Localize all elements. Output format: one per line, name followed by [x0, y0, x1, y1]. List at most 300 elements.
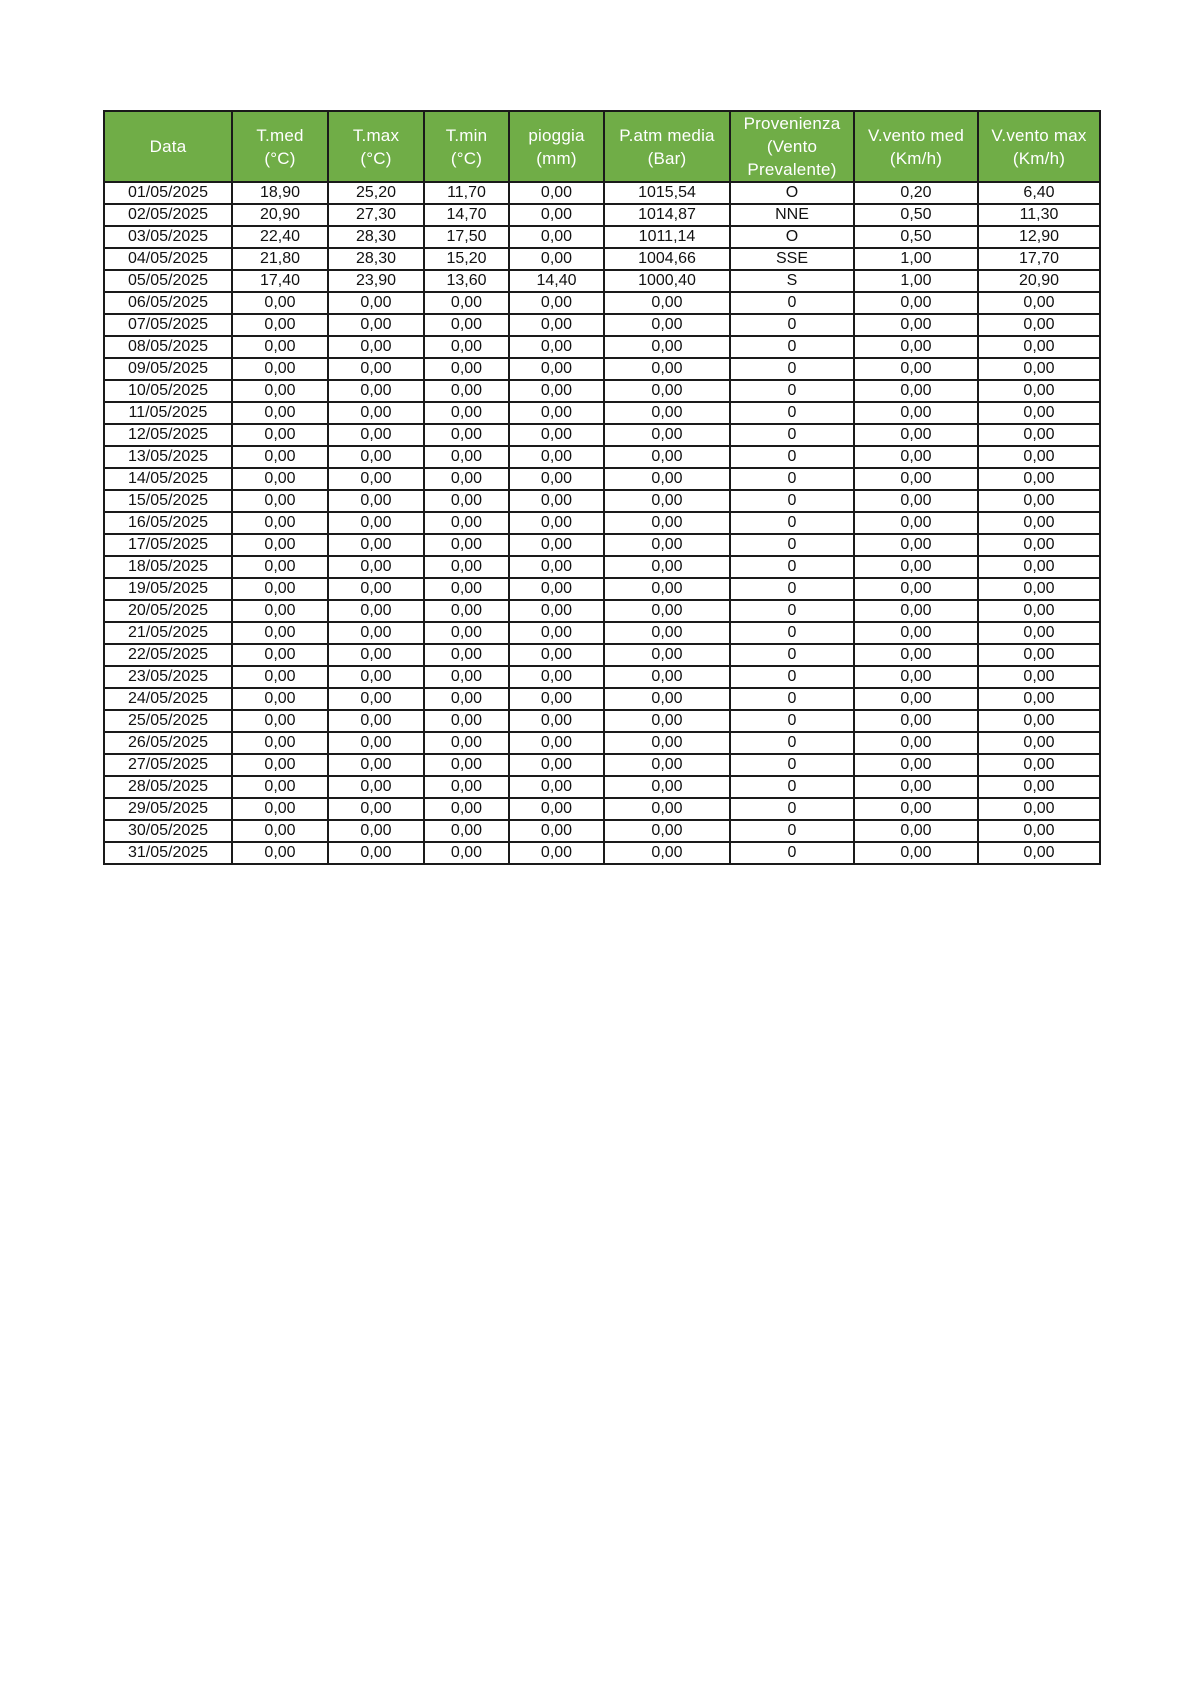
cell-v-vento-med: 0,00	[854, 754, 978, 776]
table-row	[104, 380, 1100, 402]
column-header-t-max	[328, 111, 424, 182]
table-row	[104, 248, 1100, 270]
cell-pioggia: 0,00	[509, 424, 604, 446]
cell-pioggia: 0,00	[509, 798, 604, 820]
cell-t-max: 23,90	[328, 270, 424, 292]
cell-t-min: 0,00	[424, 842, 509, 864]
cell-date: 18/05/2025	[104, 556, 232, 578]
cell-date: 02/05/2025	[104, 204, 232, 226]
cell-date: 31/05/2025	[104, 842, 232, 864]
cell-t-med: 0,00	[232, 424, 328, 446]
cell-provenienza-vento: SSE	[730, 248, 854, 270]
cell-v-vento-med: 1,00	[854, 248, 978, 270]
cell-t-med: 0,00	[232, 600, 328, 622]
cell-t-max: 0,00	[328, 556, 424, 578]
cell-provenienza-vento: 0	[730, 292, 854, 314]
cell-pioggia: 0,00	[509, 578, 604, 600]
cell-provenienza-vento: 0	[730, 688, 854, 710]
cell-p-atm-media: 0,00	[604, 820, 730, 842]
cell-t-med: 17,40	[232, 270, 328, 292]
table-row	[104, 446, 1100, 468]
cell-t-med: 0,00	[232, 292, 328, 314]
cell-date: 30/05/2025	[104, 820, 232, 842]
cell-t-med: 0,00	[232, 688, 328, 710]
cell-t-med: 0,00	[232, 710, 328, 732]
cell-v-vento-max: 0,00	[978, 732, 1100, 754]
cell-t-min: 0,00	[424, 292, 509, 314]
cell-t-min: 0,00	[424, 380, 509, 402]
cell-v-vento-max: 0,00	[978, 336, 1100, 358]
cell-p-atm-media: 0,00	[604, 424, 730, 446]
cell-p-atm-media: 1014,87	[604, 204, 730, 226]
cell-pioggia: 0,00	[509, 248, 604, 270]
cell-pioggia: 0,00	[509, 314, 604, 336]
column-header-label: (°C)	[450, 148, 483, 168]
table-row	[104, 226, 1100, 248]
cell-t-max: 0,00	[328, 512, 424, 534]
cell-t-max: 0,00	[328, 798, 424, 820]
cell-t-min: 15,20	[424, 248, 509, 270]
cell-t-max: 0,00	[328, 314, 424, 336]
cell-pioggia: 0,00	[509, 226, 604, 248]
cell-provenienza-vento: 0	[730, 600, 854, 622]
column-header-t-med	[232, 111, 328, 182]
cell-v-vento-max: 0,00	[978, 402, 1100, 424]
table-row	[104, 270, 1100, 292]
cell-v-vento-max: 0,00	[978, 534, 1100, 556]
cell-v-vento-med: 0,00	[854, 666, 978, 688]
cell-t-min: 0,00	[424, 820, 509, 842]
cell-pioggia: 0,00	[509, 490, 604, 512]
cell-t-min: 0,00	[424, 446, 509, 468]
column-header-label: Provenienza	[743, 114, 841, 133]
cell-v-vento-max: 0,00	[978, 578, 1100, 600]
cell-v-vento-max: 0,00	[978, 358, 1100, 380]
cell-p-atm-media: 0,00	[604, 710, 730, 732]
cell-provenienza-vento: 0	[730, 468, 854, 490]
cell-v-vento-max: 0,00	[978, 644, 1100, 666]
table-row	[104, 512, 1100, 534]
cell-provenienza-vento: 0	[730, 446, 854, 468]
cell-v-vento-max: 0,00	[978, 776, 1100, 798]
cell-p-atm-media: 0,00	[604, 556, 730, 578]
cell-p-atm-media: 0,00	[604, 622, 730, 644]
table-row	[104, 732, 1100, 754]
cell-t-med: 0,00	[232, 380, 328, 402]
cell-v-vento-max: 0,00	[978, 490, 1100, 512]
cell-t-med: 0,00	[232, 556, 328, 578]
cell-v-vento-med: 0,00	[854, 446, 978, 468]
cell-pioggia: 0,00	[509, 292, 604, 314]
cell-pioggia: 0,00	[509, 204, 604, 226]
cell-pioggia: 0,00	[509, 556, 604, 578]
cell-date: 01/05/2025	[104, 182, 232, 204]
cell-p-atm-media: 0,00	[604, 732, 730, 754]
table-row	[104, 292, 1100, 314]
cell-t-med: 18,90	[232, 182, 328, 204]
cell-date: 08/05/2025	[104, 336, 232, 358]
cell-p-atm-media: 0,00	[604, 534, 730, 556]
cell-provenienza-vento: 0	[730, 622, 854, 644]
table-row	[104, 754, 1100, 776]
cell-date: 22/05/2025	[104, 644, 232, 666]
cell-v-vento-med: 0,00	[854, 776, 978, 798]
cell-provenienza-vento: 0	[730, 358, 854, 380]
cell-pioggia: 0,00	[509, 820, 604, 842]
cell-p-atm-media: 0,00	[604, 446, 730, 468]
cell-v-vento-max: 0,00	[978, 446, 1100, 468]
cell-provenienza-vento: 0	[730, 424, 854, 446]
cell-t-min: 0,00	[424, 512, 509, 534]
cell-p-atm-media: 0,00	[604, 292, 730, 314]
cell-t-max: 0,00	[328, 688, 424, 710]
cell-provenienza-vento: 0	[730, 402, 854, 424]
cell-t-med: 0,00	[232, 798, 328, 820]
cell-t-max: 0,00	[328, 732, 424, 754]
column-header-v-vento-max	[978, 111, 1100, 182]
cell-t-min: 0,00	[424, 732, 509, 754]
cell-pioggia: 0,00	[509, 688, 604, 710]
cell-t-min: 0,00	[424, 798, 509, 820]
cell-t-med: 0,00	[232, 336, 328, 358]
table-body	[104, 182, 1100, 864]
table-row	[104, 314, 1100, 336]
cell-date: 19/05/2025	[104, 578, 232, 600]
cell-date: 13/05/2025	[104, 446, 232, 468]
table-row	[104, 842, 1100, 864]
cell-date: 12/05/2025	[104, 424, 232, 446]
cell-v-vento-max: 0,00	[978, 292, 1100, 314]
column-header-label: (Km/h)	[889, 148, 943, 168]
cell-t-max: 0,00	[328, 358, 424, 380]
table-row	[104, 468, 1100, 490]
column-header-label: V.vento max	[991, 125, 1087, 145]
cell-t-min: 0,00	[424, 600, 509, 622]
cell-date: 21/05/2025	[104, 622, 232, 644]
cell-provenienza-vento: 0	[730, 776, 854, 798]
cell-v-vento-max: 0,00	[978, 710, 1100, 732]
cell-t-max: 0,00	[328, 754, 424, 776]
cell-t-max: 0,00	[328, 424, 424, 446]
cell-date: 15/05/2025	[104, 490, 232, 512]
cell-v-vento-med: 0,00	[854, 578, 978, 600]
cell-v-vento-med: 0,00	[854, 732, 978, 754]
cell-p-atm-media: 0,00	[604, 578, 730, 600]
cell-t-med: 21,80	[232, 248, 328, 270]
cell-pioggia: 0,00	[509, 732, 604, 754]
cell-t-min: 0,00	[424, 336, 509, 358]
cell-date: 16/05/2025	[104, 512, 232, 534]
cell-t-med: 0,00	[232, 842, 328, 864]
cell-date: 26/05/2025	[104, 732, 232, 754]
cell-provenienza-vento: 0	[730, 798, 854, 820]
cell-date: 10/05/2025	[104, 380, 232, 402]
table-row	[104, 336, 1100, 358]
column-header-label: (Km/h)	[1012, 148, 1066, 168]
cell-t-min: 0,00	[424, 688, 509, 710]
cell-t-min: 0,00	[424, 710, 509, 732]
cell-provenienza-vento: 0	[730, 820, 854, 842]
cell-date: 09/05/2025	[104, 358, 232, 380]
cell-t-max: 0,00	[328, 600, 424, 622]
table-row	[104, 666, 1100, 688]
cell-provenienza-vento: 0	[730, 336, 854, 358]
column-header-label: (°C)	[360, 148, 392, 168]
cell-provenienza-vento: 0	[730, 490, 854, 512]
cell-pioggia: 0,00	[509, 512, 604, 534]
cell-pioggia: 0,00	[509, 754, 604, 776]
cell-v-vento-max: 0,00	[978, 314, 1100, 336]
cell-t-min: 14,70	[424, 204, 509, 226]
table-row	[104, 600, 1100, 622]
cell-v-vento-med: 0,00	[854, 468, 978, 490]
cell-v-vento-med: 0,00	[854, 600, 978, 622]
cell-t-max: 0,00	[328, 446, 424, 468]
column-header-label: T.min	[445, 125, 488, 145]
cell-pioggia: 0,00	[509, 644, 604, 666]
cell-t-min: 0,00	[424, 622, 509, 644]
cell-t-max: 0,00	[328, 644, 424, 666]
cell-v-vento-med: 0,00	[854, 358, 978, 380]
cell-v-vento-max: 0,00	[978, 424, 1100, 446]
table-row	[104, 534, 1100, 556]
cell-t-med: 0,00	[232, 512, 328, 534]
table-row	[104, 820, 1100, 842]
cell-t-min: 11,70	[424, 182, 509, 204]
column-header-label: Prevalente)	[747, 160, 837, 179]
column-header-label: (mm)	[536, 148, 577, 168]
cell-v-vento-max: 6,40	[978, 182, 1100, 204]
cell-pioggia: 0,00	[509, 336, 604, 358]
cell-date: 05/05/2025	[104, 270, 232, 292]
cell-provenienza-vento: 0	[730, 666, 854, 688]
cell-t-med: 0,00	[232, 732, 328, 754]
cell-p-atm-media: 1015,54	[604, 182, 730, 204]
cell-v-vento-max: 0,00	[978, 600, 1100, 622]
cell-p-atm-media: 0,00	[604, 842, 730, 864]
cell-v-vento-med: 0,00	[854, 424, 978, 446]
cell-t-max: 28,30	[328, 248, 424, 270]
cell-p-atm-media: 0,00	[604, 314, 730, 336]
cell-v-vento-med: 0,00	[854, 380, 978, 402]
cell-pioggia: 0,00	[509, 402, 604, 424]
cell-t-med: 0,00	[232, 776, 328, 798]
column-header-label: P.atm media	[619, 125, 715, 145]
table-row	[104, 490, 1100, 512]
cell-t-min: 0,00	[424, 402, 509, 424]
cell-t-med: 0,00	[232, 402, 328, 424]
cell-pioggia: 0,00	[509, 842, 604, 864]
cell-t-max: 0,00	[328, 292, 424, 314]
cell-v-vento-med: 0,00	[854, 512, 978, 534]
cell-t-min: 0,00	[424, 534, 509, 556]
table-row	[104, 204, 1100, 226]
cell-t-min: 17,50	[424, 226, 509, 248]
cell-t-max: 0,00	[328, 776, 424, 798]
cell-p-atm-media: 0,00	[604, 512, 730, 534]
cell-t-max: 0,00	[328, 710, 424, 732]
table-row	[104, 622, 1100, 644]
cell-p-atm-media: 0,00	[604, 402, 730, 424]
table-row	[104, 798, 1100, 820]
cell-date: 03/05/2025	[104, 226, 232, 248]
cell-provenienza-vento: O	[730, 226, 854, 248]
cell-t-med: 0,00	[232, 622, 328, 644]
cell-t-med: 0,00	[232, 754, 328, 776]
cell-date: 28/05/2025	[104, 776, 232, 798]
cell-pioggia: 0,00	[509, 534, 604, 556]
cell-provenienza-vento: 0	[730, 710, 854, 732]
column-header-label: V.vento med	[867, 125, 965, 145]
cell-provenienza-vento: 0	[730, 314, 854, 336]
cell-date: 07/05/2025	[104, 314, 232, 336]
cell-t-max: 0,00	[328, 578, 424, 600]
table-row	[104, 182, 1100, 204]
cell-t-max: 0,00	[328, 402, 424, 424]
cell-t-max: 0,00	[328, 842, 424, 864]
cell-t-max: 0,00	[328, 534, 424, 556]
cell-date: 23/05/2025	[104, 666, 232, 688]
cell-provenienza-vento: 0	[730, 578, 854, 600]
column-header-label: (Bar)	[647, 148, 687, 168]
cell-p-atm-media: 0,00	[604, 754, 730, 776]
cell-provenienza-vento: 0	[730, 380, 854, 402]
cell-v-vento-max: 17,70	[978, 248, 1100, 270]
table-row	[104, 358, 1100, 380]
cell-v-vento-med: 0,00	[854, 688, 978, 710]
cell-v-vento-med: 0,00	[854, 644, 978, 666]
cell-t-max: 27,30	[328, 204, 424, 226]
cell-v-vento-max: 0,00	[978, 688, 1100, 710]
cell-pioggia: 0,00	[509, 358, 604, 380]
cell-v-vento-max: 11,30	[978, 204, 1100, 226]
cell-t-min: 0,00	[424, 468, 509, 490]
cell-p-atm-media: 1004,66	[604, 248, 730, 270]
cell-t-med: 0,00	[232, 468, 328, 490]
cell-t-min: 13,60	[424, 270, 509, 292]
column-header-date	[104, 111, 232, 182]
cell-v-vento-max: 0,00	[978, 798, 1100, 820]
table-row	[104, 644, 1100, 666]
cell-t-min: 0,00	[424, 754, 509, 776]
cell-v-vento-med: 0,50	[854, 204, 978, 226]
cell-p-atm-media: 0,00	[604, 336, 730, 358]
column-header-label: Data	[149, 137, 187, 156]
cell-v-vento-max: 0,00	[978, 666, 1100, 688]
table-row	[104, 402, 1100, 424]
cell-t-min: 0,00	[424, 776, 509, 798]
cell-v-vento-med: 0,50	[854, 226, 978, 248]
cell-v-vento-med: 0,00	[854, 402, 978, 424]
cell-pioggia: 0,00	[509, 622, 604, 644]
column-header-p-atm-media	[604, 111, 730, 182]
cell-t-max: 0,00	[328, 468, 424, 490]
cell-t-max: 0,00	[328, 622, 424, 644]
cell-t-min: 0,00	[424, 490, 509, 512]
table-row	[104, 424, 1100, 446]
cell-provenienza-vento: 0	[730, 732, 854, 754]
cell-t-med: 0,00	[232, 490, 328, 512]
cell-v-vento-max: 0,00	[978, 468, 1100, 490]
cell-date: 06/05/2025	[104, 292, 232, 314]
cell-v-vento-med: 0,00	[854, 842, 978, 864]
cell-date: 17/05/2025	[104, 534, 232, 556]
cell-p-atm-media: 0,00	[604, 776, 730, 798]
cell-v-vento-med: 0,00	[854, 710, 978, 732]
cell-v-vento-max: 20,90	[978, 270, 1100, 292]
cell-v-vento-max: 0,00	[978, 380, 1100, 402]
cell-t-min: 0,00	[424, 556, 509, 578]
table-row	[104, 556, 1100, 578]
cell-pioggia: 0,00	[509, 710, 604, 732]
cell-pioggia: 0,00	[509, 666, 604, 688]
cell-t-max: 0,00	[328, 490, 424, 512]
cell-t-max: 0,00	[328, 666, 424, 688]
cell-v-vento-max: 0,00	[978, 556, 1100, 578]
cell-p-atm-media: 0,00	[604, 666, 730, 688]
column-header-label: T.max	[352, 125, 400, 145]
cell-date: 11/05/2025	[104, 402, 232, 424]
cell-v-vento-med: 0,00	[854, 490, 978, 512]
cell-pioggia: 0,00	[509, 776, 604, 798]
cell-t-min: 0,00	[424, 644, 509, 666]
table-row	[104, 688, 1100, 710]
cell-t-med: 22,40	[232, 226, 328, 248]
weather-data-table	[103, 110, 1101, 865]
cell-p-atm-media: 1011,14	[604, 226, 730, 248]
cell-v-vento-max: 0,00	[978, 512, 1100, 534]
cell-v-vento-med: 0,00	[854, 314, 978, 336]
table-row	[104, 776, 1100, 798]
cell-t-med: 0,00	[232, 534, 328, 556]
cell-p-atm-media: 0,00	[604, 490, 730, 512]
cell-p-atm-media: 0,00	[604, 358, 730, 380]
cell-date: 24/05/2025	[104, 688, 232, 710]
cell-t-min: 0,00	[424, 578, 509, 600]
cell-t-min: 0,00	[424, 314, 509, 336]
cell-p-atm-media: 0,00	[604, 688, 730, 710]
cell-date: 29/05/2025	[104, 798, 232, 820]
cell-pioggia: 0,00	[509, 468, 604, 490]
column-header-v-vento-med	[854, 111, 978, 182]
cell-p-atm-media: 1000,40	[604, 270, 730, 292]
table-row	[104, 710, 1100, 732]
column-header-label: pioggia	[528, 125, 585, 145]
cell-t-med: 0,00	[232, 644, 328, 666]
cell-t-max: 25,20	[328, 182, 424, 204]
cell-v-vento-med: 0,00	[854, 556, 978, 578]
cell-pioggia: 0,00	[509, 446, 604, 468]
cell-provenienza-vento: S	[730, 270, 854, 292]
cell-date: 20/05/2025	[104, 600, 232, 622]
column-header-label: (°C)	[264, 148, 296, 168]
cell-provenienza-vento: 0	[730, 534, 854, 556]
cell-v-vento-max: 12,90	[978, 226, 1100, 248]
cell-date: 04/05/2025	[104, 248, 232, 270]
cell-t-min: 0,00	[424, 666, 509, 688]
cell-t-min: 0,00	[424, 424, 509, 446]
cell-v-vento-med: 0,00	[854, 292, 978, 314]
cell-t-max: 0,00	[328, 336, 424, 358]
cell-t-max: 0,00	[328, 820, 424, 842]
cell-p-atm-media: 0,00	[604, 468, 730, 490]
cell-p-atm-media: 0,00	[604, 644, 730, 666]
cell-t-med: 0,00	[232, 578, 328, 600]
cell-provenienza-vento: 0	[730, 512, 854, 534]
cell-p-atm-media: 0,00	[604, 600, 730, 622]
cell-v-vento-med: 0,00	[854, 534, 978, 556]
cell-v-vento-med: 0,00	[854, 336, 978, 358]
